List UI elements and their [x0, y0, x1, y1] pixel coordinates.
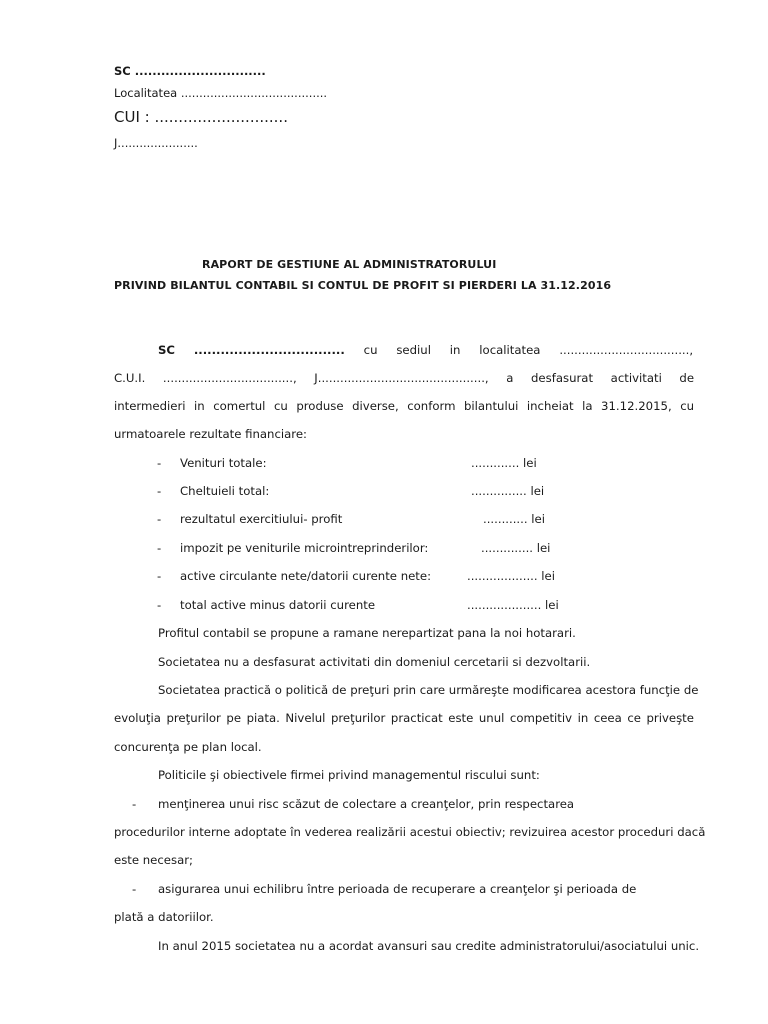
word: conform	[407, 399, 456, 413]
intro-sc-label: SC	[158, 343, 175, 357]
bullet-2-line-2: plată a datoriilor.	[114, 910, 214, 924]
list-item-value: .................... lei	[467, 598, 559, 612]
word: priveşte	[646, 711, 694, 725]
word: Societatea	[158, 683, 221, 697]
word: ...................................,	[162, 371, 297, 385]
cui-field: CUI : ............................	[114, 108, 288, 126]
list-item-label: rezultatul exercitiului- profit	[180, 512, 343, 526]
word: C.U.I.	[114, 371, 146, 385]
list-dash: -	[157, 484, 162, 498]
list-item-value: ............ lei	[483, 512, 545, 526]
word: este	[448, 711, 474, 725]
bullet-1-line-3: este necesar;	[114, 853, 193, 867]
word: piata.	[246, 711, 280, 725]
list-item-value: ................... lei	[467, 569, 555, 583]
bullet-2-line-1: asigurarea unui echilibru între perioada de recuperare a creanţelor şi perioada de	[158, 882, 637, 896]
word: bilantului	[463, 399, 519, 413]
list-item-label: active circulante nete/datorii curente nete:	[180, 569, 432, 583]
report-title-line2: PRIVIND BILANTUL CONTABIL SI CONTUL DE PROFIT SI PIERDERI LA 31.12.2016	[114, 279, 612, 292]
word: preţurilor	[166, 711, 221, 725]
word: de	[683, 683, 699, 697]
word: de	[331, 683, 347, 697]
paragraph-profit: Profitul contabil se propune a ramane nerepartizat pana la noi hotarari.	[158, 626, 576, 640]
list-dash: -	[157, 541, 162, 555]
bullet-dash: -	[132, 797, 137, 811]
paragraph-pricing-line-1	[158, 683, 699, 697]
word: evoluţia	[114, 711, 161, 725]
list-item-value: ............. lei	[471, 456, 537, 470]
company-name-field: SC ..............................	[114, 64, 266, 78]
list-item-label: total active minus datorii curente	[180, 598, 376, 612]
locality-field: Localitatea ........................................	[114, 86, 328, 100]
intro-line-4: urmatoarele rezultate financiare:	[114, 427, 307, 441]
word: procedurilor	[114, 825, 185, 839]
word: acestor	[570, 825, 615, 839]
word: practicat	[390, 711, 443, 725]
word: cu	[680, 399, 695, 413]
report-title-line1: RAPORT DE GESTIUNE AL ADMINISTRATORULUI	[202, 258, 497, 271]
paragraph-pricing-line-3: concurenţa pe plan local.	[114, 740, 262, 754]
word: la	[582, 399, 593, 413]
word: practică	[223, 683, 272, 697]
bullet-dash: -	[132, 882, 137, 896]
word: obiectiv;	[455, 825, 506, 839]
list-dash: -	[157, 569, 162, 583]
word: de	[679, 371, 695, 385]
word: proceduri	[617, 825, 674, 839]
word: vederea	[304, 825, 353, 839]
list-item-label: Venituri totale:	[180, 456, 267, 470]
word: politică	[285, 683, 329, 697]
word: localitatea	[479, 343, 541, 357]
word: modificarea	[512, 683, 582, 697]
word: sediul	[396, 343, 431, 357]
intro-sc-dots: ..................................	[193, 343, 345, 357]
word: desfasurat	[531, 371, 594, 385]
list-dash: -	[157, 512, 162, 526]
intro-line-1	[158, 343, 693, 357]
word: diverse,	[352, 399, 399, 413]
word: unul	[478, 711, 505, 725]
word: in	[194, 399, 205, 413]
word: J.............................................,	[314, 371, 489, 385]
word: ceea	[593, 711, 622, 725]
paragraph-advances: In anul 2015 societatea nu a acordat avansuri sau credite administratorului/asociatului unic.	[158, 939, 700, 953]
word: ce	[627, 711, 641, 725]
list-dash: -	[157, 598, 162, 612]
paragraph-pricing-line-2	[114, 711, 694, 725]
word: produse	[296, 399, 344, 413]
word: care	[419, 683, 446, 697]
list-item-label: Cheltuieli total:	[180, 484, 270, 498]
word: activitati	[610, 371, 662, 385]
word: interne	[188, 825, 231, 839]
word: realizării	[356, 825, 407, 839]
word: dacă	[677, 825, 706, 839]
word: pe	[226, 711, 242, 725]
word: Nivelul	[285, 711, 326, 725]
word: prin	[393, 683, 417, 697]
word: incheiat	[526, 399, 574, 413]
registry-number-field: J......................	[114, 136, 198, 150]
list-item-value: .............. lei	[481, 541, 551, 555]
bullet-1-line-2	[114, 825, 706, 839]
word: o	[274, 683, 282, 697]
paragraph-risk-policies: Politicile şi obiectivele firmei privind managementul riscului sunt:	[158, 768, 540, 782]
paragraph-research: Societatea nu a desfasurat activitati din domeniul cercetarii si dezvoltarii.	[158, 655, 591, 669]
word: acestui	[409, 825, 452, 839]
word: comertul	[213, 399, 266, 413]
bullet-1-line-1: menţinerea unui risc scăzut de colectare a creanţelor, prin respectarea	[158, 797, 575, 811]
intro-line-2	[114, 371, 694, 385]
word: urmăreşte	[448, 683, 509, 697]
word: acestora	[585, 683, 637, 697]
word: ...................................,	[559, 343, 694, 357]
word: revizuirea	[509, 825, 567, 839]
word: adoptate	[233, 825, 287, 839]
word: preţurilor	[330, 711, 386, 725]
list-item-value: ............... lei	[471, 484, 545, 498]
word: în	[290, 825, 301, 839]
list-item-label: impozit pe veniturile microintreprinderilor:	[180, 541, 429, 555]
word: cu	[363, 343, 378, 357]
intro-line-3	[114, 399, 694, 413]
word: intermedieri	[114, 399, 186, 413]
word: 31.12.2015,	[601, 399, 672, 413]
list-dash: -	[157, 456, 162, 470]
word: in	[577, 711, 589, 725]
word: competitiv	[509, 711, 573, 725]
word: a	[506, 371, 514, 385]
word: preţuri	[350, 683, 390, 697]
word: in	[449, 343, 461, 357]
word: cu	[273, 399, 288, 413]
word: funcţie	[639, 683, 681, 697]
